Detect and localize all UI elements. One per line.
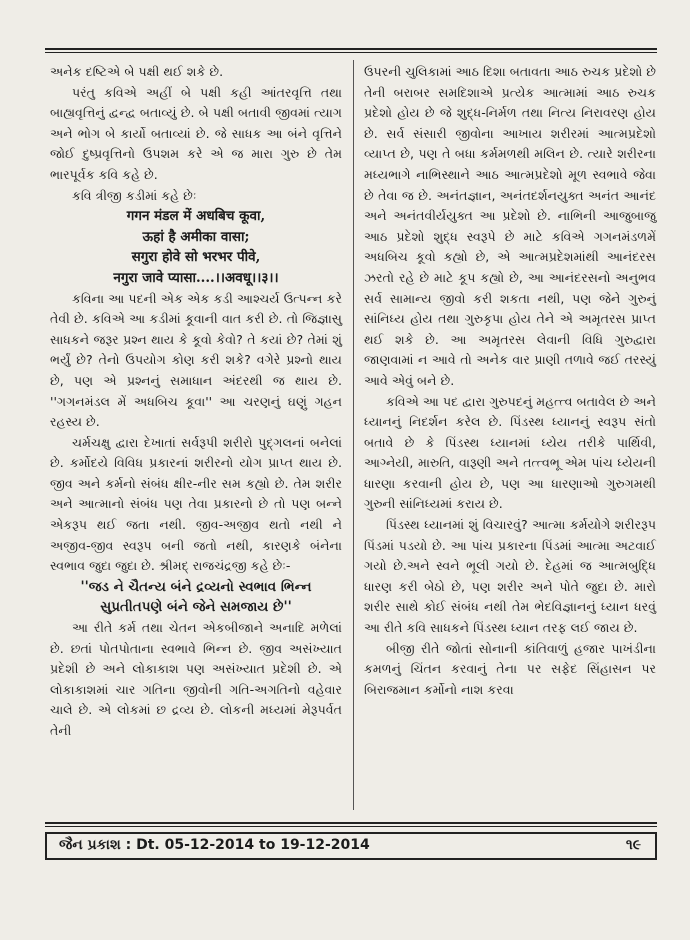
- paragraph: ઉપરની ચુલિકામાં આઠ દિશા બતાવતા આઠ રુચક પ્રદેશો છે તેની બરાબર સમદિશાએ પ્રત્યેક આત્મામાં આઠ રુચક પ્રદેશો હોય છે જે શુદ્ધ-નિર્મળ તથા નિત્ય નિરાવરણ હોય છે. સર્વ સંસારી જીવોના આખાય શરીરમાં આત્મપ્રદેશો વ્યાપ્ત છે, પણ તે બધા કર્મમળથી મલિન છે. ત્યારે શરીરના મધ્યભાગે નાભિસ્થાને આઠ આત્મપ્રદેશો મૂળ સ્વભાવે જેવા છે તેવા જ છે. અનંતજ્ઞાન, અનંતદર્શનયુક્ત અનંત આનંદ અને અનંતવીર્યયુક્ત આ પ્રદેશો છે. નાભિની આજુબાજુ આઠ પ્રદેશો શુદ્ધ સ્વરૂપે છે માટે કવિએ ગગનમંડળમેં અધબિચ કૂવો કહ્યો છે, એ આત્મપ્રદેશમાંથી આનંદરસ ઝરતો રહે છે માટે કૂપ કહ્યો છે, આ આનંદરસનો અનુભવ સર્વ સામાન્ય જીવો કરી શકતા નથી, પણ જેને ગુરુનું સાંનિધ્ય હોય તથા ગુરુકૃપા હોય તેને એ અમૃતરસ પ્રાપ્ત થઈ શકે છે. આ અમૃતરસ લેવાની વિધિ ગુરુદ્વારા જાણવામાં ન આવે તો અનેક વાર પ્રાણી તળાવે જઈ તરસ્યું આવે એવું બને છે.: [364, 64, 656, 388]
- page-number: ૧૯: [625, 837, 641, 853]
- paragraph: આ રીતે કર્મ તથા ચેતન એકબીજાને અનાદિ મળેલાં છે. છતાં પોતપોતાના સ્વભાવે ભિન્ન છે. જીવ અસંખ્યાત પ્રદેશી છે અને લોકાકાશ પણ અસંખ્યાત પ્રદેશી છે. એ લોકાકાશમાં ચાર ગતિના જીવોની ગતિ-અગતિનો વહેવાર ચાલે છે. એ લોકમાં છ દ્રવ્ય છે. લોકની મધ્યમાં મેરૂપર્વત તેની: [50, 620, 342, 738]
- paragraph: કવિએ આ પદ દ્વારા ગુરુપદનું મહત્ત્વ બતાવેલ છે અને ધ્યાનનું નિદર્શન કરેલ છે. પિંડસ્થ ધ્યાનનું સ્વરૂપ સંતો બતાવે છે કે પિંડસ્થ ધ્યાનમાં ધ્યેય તરીકે પાર્થિવી, આગ્નેયી, મારુતિ, વારૂણી અને તત્ત્વભૂ એમ પાંચ ધ્યેયની ધારણા કરવાની હોય છે, પણ આ ધારણાઓ ગુરુગમથી ગુરુની સાંનિધ્યમાં કરાય છે.: [364, 393, 656, 512]
- header-rule: [45, 48, 657, 50]
- publication-title: જૈન પ્રકાશ : Dt. 05-12-2014 to 19-12-2014: [59, 837, 370, 853]
- paragraph: ચર્મચક્ષુ દ્વારા દેખાતાં સર્વરૂપી શરીરો પુદ્ગલનાં બનેલાં છે. કર્મોદયે વિવિધ પ્રકારનાં શરીરનો યોગ પ્રાપ્ત થાય છે. જીવ અને કર્મનો સંબંધ ક્ષીર-નીર સમ કહ્યો છે. તેમ શરીર અને આત્માનો સંબંધ પણ તેવા પ્રકારનો છે તો પણ બન્ને એકરૂપ થઈ જતા નથી. જીવ-અજીવ થતો નથી ને અજીવ-જીવ સ્વરૂપ બની જતો નથી, કારણકે બંનેના સ્વભાવ જુદા જુદા છે. શ્રીમદ્ રાજચંદ્રજી કહે છેઃ-: [50, 434, 342, 574]
- paragraph: અનેક દષ્ટિએ બે પક્ષી થઈ શકે છે.: [50, 64, 224, 79]
- column-divider: [353, 60, 354, 810]
- verse-line: ऊहां है अमीका वासा;: [142, 228, 250, 245]
- footer-rule: [45, 822, 657, 824]
- paragraph: પિંડસ્થ ધ્યાનમાં શું વિચારવું? આત્મા કર્મયોગે શરીરરૂપ પિંડમાં પડયો છે. આ પાંચ પ્રકારના પિંડમાં આત્મા અટવાઈ ગયો છે.અને સ્વને ભૂલી ગયો છે. દેહમાં જ આત્મબુદ્ધિ ધારણ કરી બેઠો છે, પણ શરીર અને પોતે જુદા છે. મારો શરીર સાથે કોઈ સંબંધ નથી તેમ ભેદવિજ્ઞાનનું ધ્યાન ધરવું આ રીતે કવિ સાધકને પિંડસ્થ ધ્યાન તરફ લઈ જાય છે.: [364, 517, 656, 636]
- header-rule-thin: [45, 52, 657, 53]
- paragraph: કવિ ત્રીજી કડીમાં કહે છેઃ: [72, 187, 197, 203]
- footer-bar: [45, 832, 657, 860]
- verse-line: સુપ્રતીતપણે બંને જેને સમજાય છે'': [100, 599, 292, 616]
- paragraph: પરંતુ કવિએ અહીં બે પક્ષી કહી આંતરવૃત્તિ તથા બાહ્યવૃત્તિનું દ્વન્દ્વ બતાવ્યું છે. બે પક્ષી બતાવી જીવમાં ત્યાગ અને ભોગ બે કાર્યો બતાવ્યાં છે. જે સાધક આ બંને વૃત્તિને જોઈ દુષ્પ્રવૃત્તિનો ઉપશમ કરે એ જ મારા ગુરુ છે તેમ ભારપૂર્વક કવિ કહે છે.: [50, 84, 342, 182]
- paragraph: બીજી રીતે જોતાં સોનાની કાંતિવાળું હજાર પાખંડીના કમળનું ચિંતન કરવાનું તેના પર સફેદ સિંહાસન પર બિરાજમાન કર્મોનો નાશ કરવા: [364, 640, 656, 697]
- right-column: [364, 62, 656, 700]
- verse-line: ''જડ ને ચૈતન્ય બંને દ્રવ્યનો સ્વભાવ ભિન્ન: [80, 578, 312, 595]
- left-column: [50, 62, 342, 742]
- footer-rule-thin: [45, 826, 657, 827]
- paragraph: કવિના આ પદની એક એક કડી આશ્ચર્ય ઉત્પન્ન કરે તેવી છે. કવિએ આ કડીમાં કૂવાની વાત કરી છે. તો જિજ્ઞાસુ સાધકને જરૂર પ્રશ્ન થાય કે કૂવો કેવો? તે કયાં છે? તેમાં શું ભર્યું છે? તેનો ઉપયોગ કોણ કરી શકે? વગેરે પ્રશ્નો થાય છે, પણ એ પ્રશ્નનું સમાધાન અંદરથી જ થાય છે. ''ગગનમંડલ મેં અધબિચ કૂવા'' આ ચરણનું ઘણું ગહન રહસ્ય છે.: [50, 290, 342, 430]
- verse-line: नगुरा जावे प्यासा....।।अवधू।।३।।: [113, 269, 279, 286]
- verse-line: गगन मंडल में अधबिच कूवा,: [126, 208, 266, 225]
- verse-line: सगुरा होवे सो भरभर पीवे,: [131, 249, 261, 266]
